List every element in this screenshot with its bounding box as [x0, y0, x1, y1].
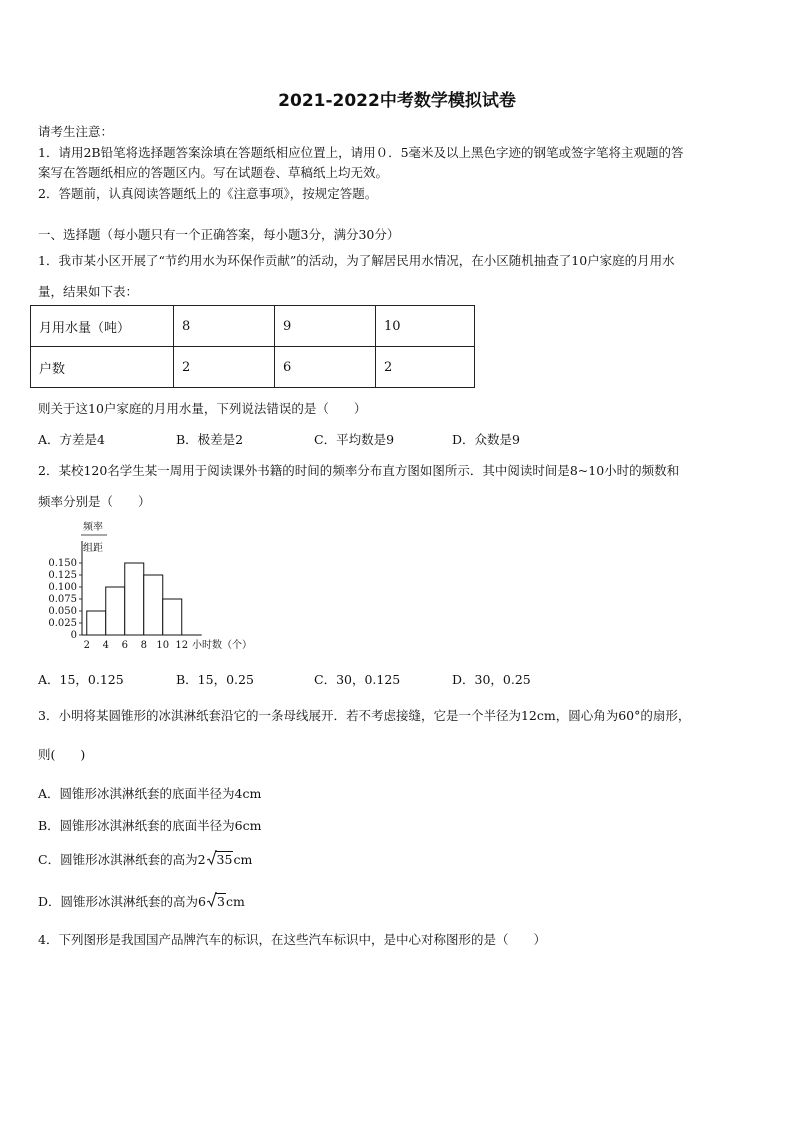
- q2-option-a: A．15，0.125: [38, 672, 124, 687]
- histogram-bar: [87, 611, 106, 635]
- q1-option-a: A．方差是4: [38, 432, 105, 447]
- unit: cm: [233, 852, 253, 867]
- coefficient: 2: [197, 852, 206, 867]
- table-row: [31, 306, 475, 347]
- y-label-bottom: 组距: [83, 543, 103, 554]
- radical-sign: [207, 850, 217, 866]
- y-tick-label: 0: [70, 630, 77, 641]
- q1-question: 则关于这10户家庭的月用水量，下列说法错误的是（ ）: [38, 401, 367, 416]
- x-tick-label: 2: [83, 640, 90, 651]
- q1-stem-line-2: 量，结果如下表：: [38, 284, 139, 299]
- x-tick-label: 10: [156, 640, 170, 651]
- q3-stem-line-2: 则( ): [38, 747, 86, 762]
- y-label-top: 频率: [83, 522, 103, 533]
- x-axis-label: 小时数（个）: [192, 640, 252, 651]
- notice-line-3: 2．答题前，认真阅读答题纸上的《注意事项》，按规定答题。: [38, 186, 378, 201]
- sqrt: [207, 894, 226, 909]
- q3-stem-text-end: 的扇形，: [640, 708, 691, 723]
- y-tick-label: 0.050: [48, 606, 77, 617]
- q1-option-c: C．平均数是9: [314, 432, 395, 447]
- q1-option-b: B．极差是2: [176, 432, 244, 447]
- page-title: 2021-2022中考数学模拟试卷: [278, 91, 516, 111]
- histogram-bar: [106, 587, 125, 635]
- table-cell: 9: [275, 306, 376, 347]
- section-heading: 一、选择题（每小题只有一个正确答案，每小题3分，满分30分）: [38, 227, 400, 242]
- notice-heading: 请考生注意：: [38, 124, 114, 139]
- table-cell: 10: [376, 306, 475, 347]
- y-tick-label: 0.150: [48, 558, 77, 569]
- q2-option-d: D．30，0.25: [452, 672, 531, 687]
- q2-stem-line-2: 频率分别是（ ）: [38, 494, 151, 509]
- sqrt: [207, 852, 234, 867]
- radical-sign: [207, 892, 217, 908]
- radicand: 3: [216, 894, 225, 909]
- q3-option-d: [38, 892, 245, 910]
- notice-line-2: 案写在答题纸相应的答题区内。写在试题卷、草稿纸上均无效。: [38, 165, 389, 180]
- notice-line-1: 1．请用2B铅笔将选择题答案涂填在答题纸相应位置上，请用０．5毫米及以上黑色字迹的钢笔或签字笔将主观题的答: [38, 145, 684, 160]
- table-cell: 2: [174, 347, 275, 388]
- coefficient: 6: [198, 894, 206, 909]
- q4-stem: 4．下列图形是我国国产品牌汽车的标识，在这些汽车标识中，是中心对称图形的是（ ）: [38, 932, 546, 947]
- y-tick-label: 0.125: [48, 570, 77, 581]
- table-cell: 6: [275, 347, 376, 388]
- table-cell: 2: [376, 347, 475, 388]
- table-cell: 月用水量（吨）: [31, 306, 174, 347]
- table-cell: 8: [174, 306, 275, 347]
- histogram-bar: [144, 575, 163, 635]
- x-tick-label: 12: [175, 640, 189, 651]
- q3-option-d-text: D．圆锥形冰淇淋纸套的高为: [38, 894, 199, 909]
- radicand: 35: [216, 852, 233, 867]
- unit: cm: [225, 894, 245, 909]
- x-tick-label: 6: [121, 640, 128, 651]
- q3-option-b: B．圆锥形冰淇淋纸套的底面半径为6cm: [38, 818, 262, 833]
- y-tick-label: 0.100: [48, 582, 77, 593]
- q3-option-c-text: C．圆锥形冰淇淋纸套的高为: [38, 852, 198, 867]
- frequency-histogram: [40, 518, 270, 658]
- table-row: [31, 347, 475, 388]
- histogram-bar: [125, 563, 144, 635]
- x-tick-label: 4: [102, 640, 109, 651]
- q3-stem-line-1: [38, 706, 690, 724]
- water-usage-table: [30, 305, 475, 388]
- q1-option-d: D．众数是9: [452, 432, 520, 447]
- histogram-bar: [163, 599, 182, 635]
- y-tick-label: 0.075: [48, 594, 77, 605]
- q3-angle: 60°: [618, 708, 641, 723]
- q3-option-c: [38, 850, 252, 868]
- q3-option-a: A．圆锥形冰淇淋纸套的底面半径为4cm: [38, 786, 262, 801]
- q1-stem-line-1: 1．我市某小区开展了“节约用水为环保作贡献”的活动，为了解居民用水情况，在小区随机抽查了10户家庭的月用水: [38, 253, 675, 268]
- table-cell: 户数: [31, 347, 174, 388]
- x-tick-label: 8: [140, 640, 147, 651]
- q3-stem-text: 3．小明将某圆锥形的冰淇淋纸套沿它的一条母线展开．若不考虑接缝，它是一个半径为12cm，圆心角为: [38, 708, 619, 723]
- y-tick-label: 0.025: [48, 618, 77, 629]
- q2-option-c: C．30，0.125: [314, 672, 401, 687]
- q2-option-b: B．15，0.25: [176, 672, 254, 687]
- q2-stem-line-1: 2．某校120名学生某一周用于阅读课外书籍的时间的频率分布直方图如图所示．其中阅读时间是8~10小时的频数和: [38, 463, 680, 478]
